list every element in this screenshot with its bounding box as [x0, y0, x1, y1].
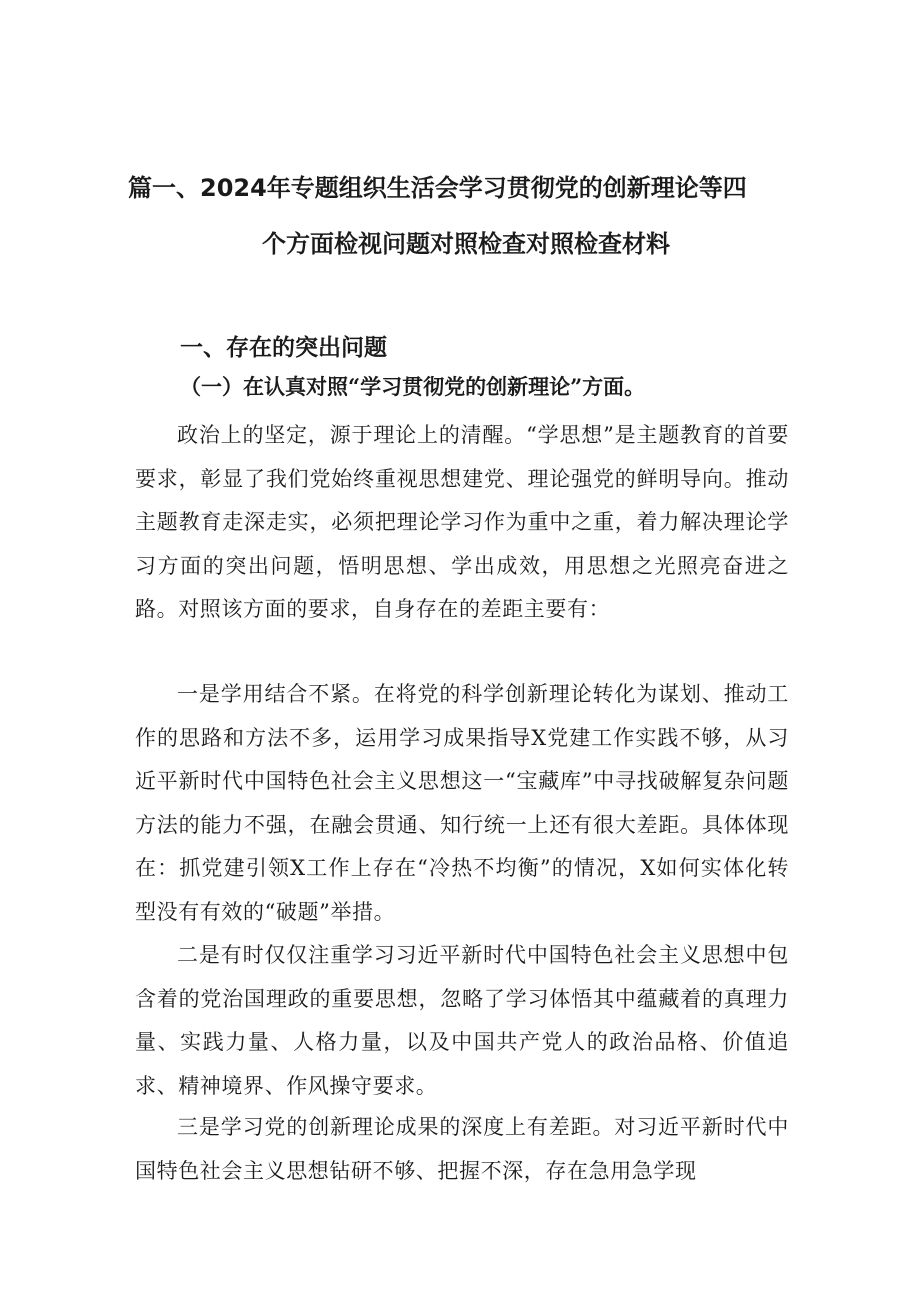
paragraph-3: 二是有时仅仅注重学习习近平新时代中国特色社会主义思想中包含着的党治国理政的重要思想，忽略了学习体悟其中蕴藏着的真理力量、实践力量、人格力量，以及中国共产党人的政治品格、价值追求、精神境界、作风操守要求。 [135, 943, 789, 1098]
document-title-line-2: 个方面检视问题对照检查对照检查材料 [262, 230, 670, 258]
document-title-line-1: 篇一、2024年专题组织生活会学习贯彻党的创新理论等四 [128, 174, 747, 202]
paragraph-1: 政治上的坚定，源于理论上的清醒。“学思想”是主题教育的首要要求，彰显了我们党始终重视思想建党、理论强党的鲜明导向。推动主题教育走深走实，必须把理论学习作为重中之重，着力解决理论学习方面的突出问题，悟明思想、学出成效，用思想之光照亮奋进之路。对照该方面的要求，自身存在的差距主要有： [135, 423, 789, 621]
paragraph-2: 一是学用结合不紧。在将党的科学创新理论转化为谋划、推动工作的思路和方法不多，运用学习成果指导X党建工作实践不够，从习近平新时代中国特色社会主义思想这一“宝藏库”中寻找破解复杂问题方法的能力不强，在融会贯通、知行统一上还有很大差距。具体体现在：抓党建引领X工作上存在“冷热不均衡”的情况，X如何实体化转型没有有效的“破题”举措。 [135, 682, 789, 924]
subsection-heading: （一）在认真对照“学习贯彻党的创新理论”方面。 [180, 374, 646, 399]
paragraph-4: 三是学习党的创新理论成果的深度上有差距。对习近平新时代中国特色社会主义思想钻研不够、把握不深，存在急用急学现 [135, 1115, 789, 1183]
section-heading: 一、存在的突出问题 [180, 335, 387, 361]
